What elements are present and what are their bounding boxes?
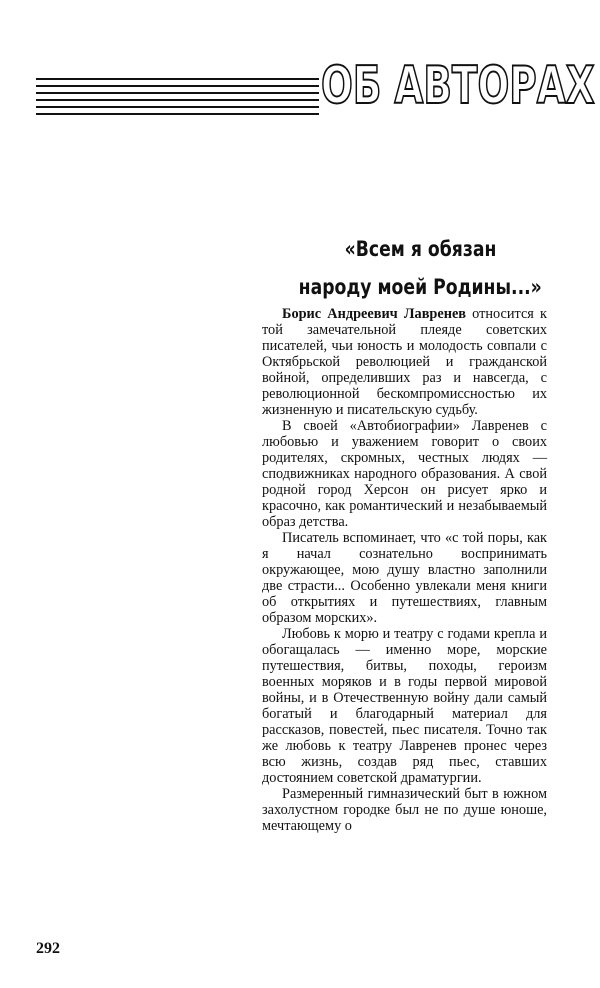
article-body (262, 306, 547, 834)
rule-line (36, 99, 319, 101)
section-title: ОБ АВТОРАХ (321, 56, 595, 116)
header-decorative-rules (36, 78, 319, 120)
paragraph-4: Любовь к морю и театру с годами крепла и обогащалась — именно море, морские путешествия, битвы, походы, героизм военных моряков и в годы первой мировой войны, и в Отечественную войну дали самый богатый и благодарный материал для рассказов, повестей, пьес писателя. Точно так же любовь к театру Лавренев пронес через всю жизнь, создав ряд пьес, ставших достоянием советской драматургии. (262, 626, 547, 786)
rule-line (36, 85, 319, 87)
article-title-line-2: народу моей Родины...» (298, 275, 542, 299)
author-name: Борис Андреевич Лавренев (282, 306, 467, 322)
paragraph-1 (262, 306, 547, 418)
rule-line (36, 92, 319, 94)
rule-line (36, 78, 319, 80)
paragraph-5: Размеренный гимназический быт в южном захолустном городке был не по душе юноше, мечтающему о (262, 786, 547, 834)
page-number: 292 (36, 940, 60, 957)
paragraph-1-text: относится к той замечательной плеяде советских писателей, чьи юность и молодость совпали с Октябрьской революцией и гражданской войной, определивших раз и навсегда, с революционной бескомпромиссностью их жизненную и писательскую судьбу. (262, 306, 547, 418)
article-title-line-1: «Всем я обязан (344, 237, 496, 261)
paragraph-3: Писатель вспоминает, что «с той поры, как я начал сознательно воспринимать окружающее, мою душу властно заполнили две страсти... Особенно увлекали меня книги об открытиях и путешествиях, главным образом морских». (262, 530, 547, 626)
paragraph-2: В своей «Автобиографии» Лавренев с любовью и уважением говорит о своих родителях, скромных, честных людях — сподвижниках народного образования. А свой родной город Херсон он рисует ярко и красочно, как романтический и незабываемый образ детства. (262, 418, 547, 530)
article-title (270, 230, 570, 306)
rule-line (36, 106, 319, 108)
rule-line (36, 113, 319, 115)
